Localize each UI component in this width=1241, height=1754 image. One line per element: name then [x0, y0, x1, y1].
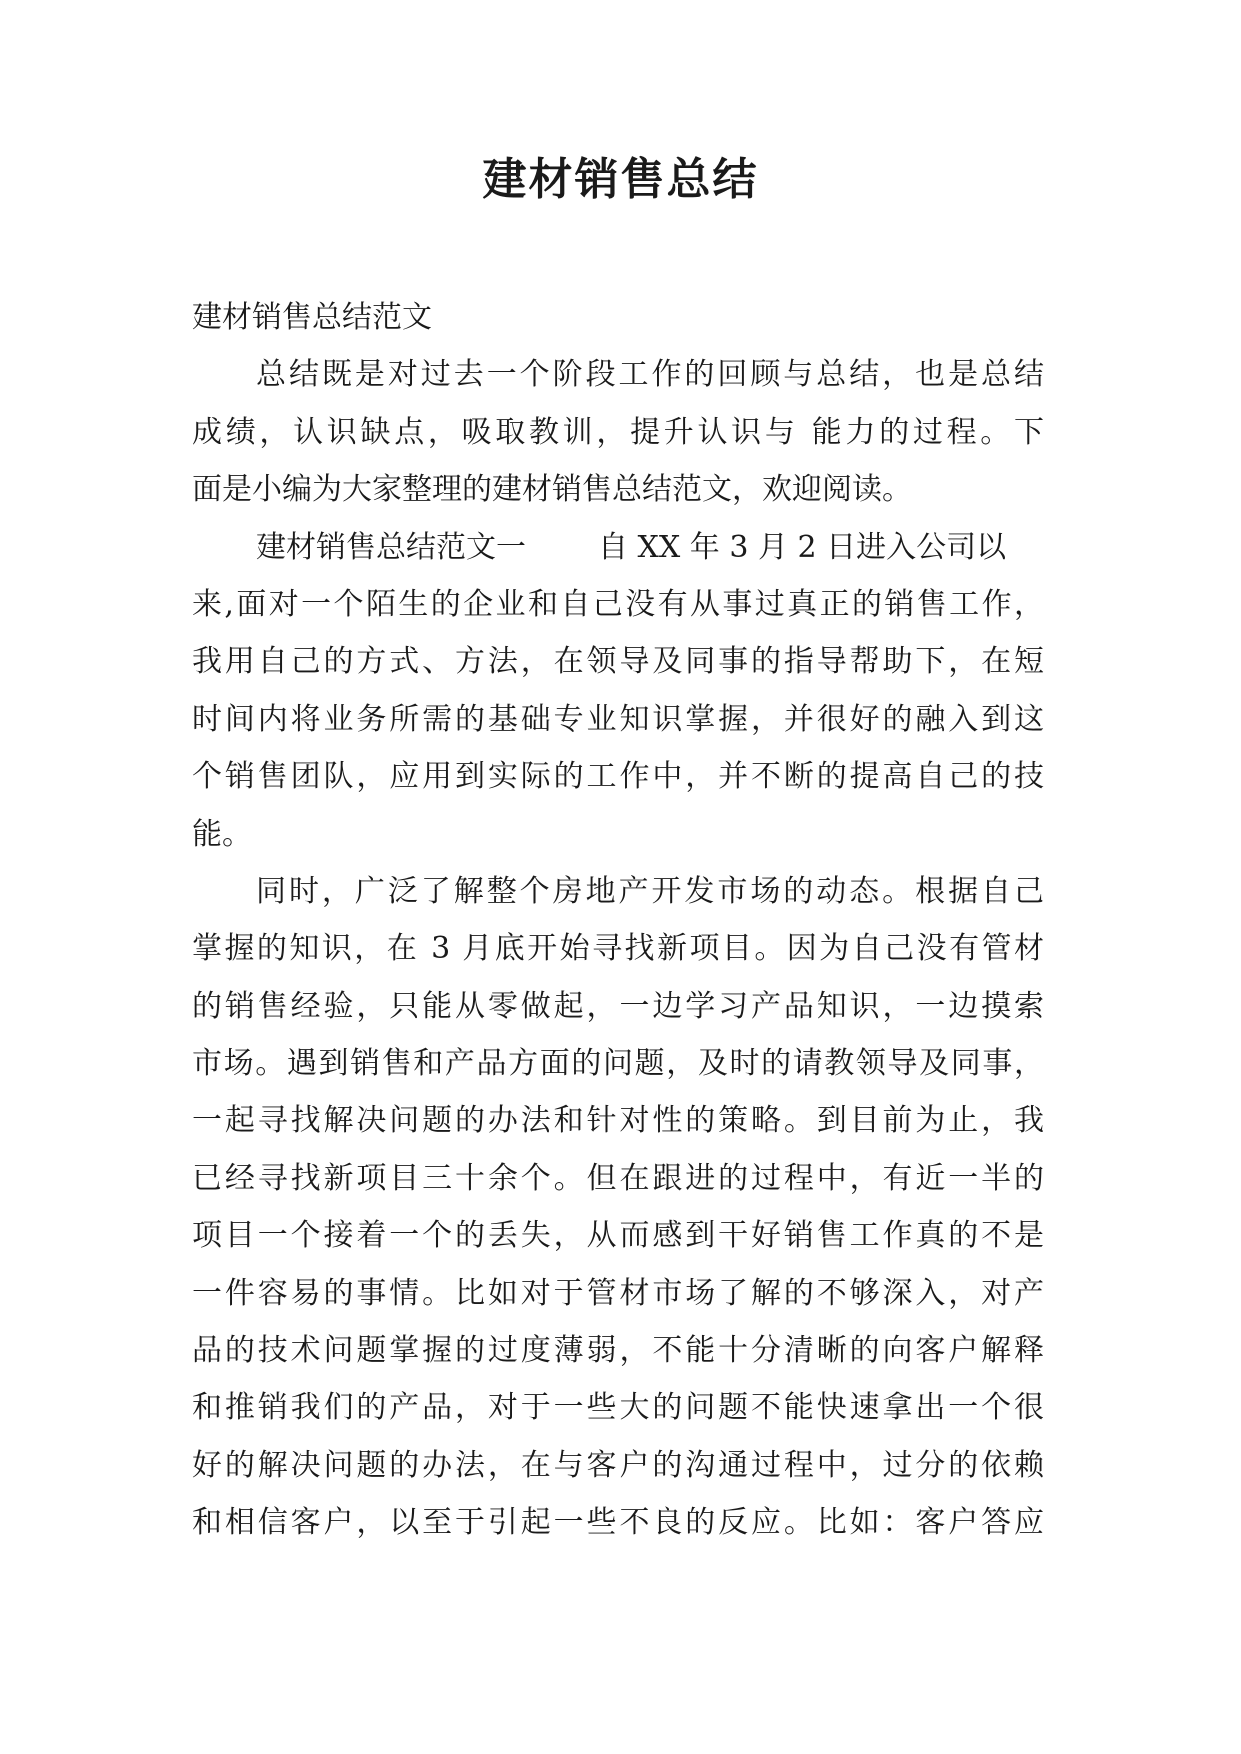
paragraph-line: 来,面对一个陌生的企业和自己没有从事过真正的销售工作， — [192, 586, 1044, 622]
paragraph-two — [192, 863, 1044, 1552]
paragraph-line: 品的技术问题掌握的过度薄弱，不能十分清晰的向客户解释 — [192, 1333, 1044, 1369]
paragraph-line: 一起寻找解决问题的办法和针对性的策略。到目前为止，我 — [192, 1103, 1044, 1139]
document-subtitle: 建材销售总结范文 — [192, 300, 432, 335]
paragraph-line: 同时，广泛了解整个房地产开发市场的动态。根据自己 — [256, 873, 1044, 909]
document-title: 建材销售总结 — [482, 154, 759, 205]
paragraph-line: 面是小编为大家整理的建材销售总结范文，欢迎阅读。 — [192, 472, 912, 508]
paragraph-line: 能。 — [192, 816, 252, 852]
paragraph-text: 自 XX 年 3 月 2 日进入公司以 — [598, 529, 1007, 565]
paragraph-line: 我用自己的方式、方法，在领导及同事的指导帮助下，在短 — [192, 644, 1044, 680]
paragraph-line — [192, 519, 1044, 576]
paragraph-line: 总结既是对过去一个阶段工作的回顾与总结，也是总结 — [256, 357, 1044, 393]
intro-paragraph — [192, 346, 1044, 518]
paragraph-line: 已经寻找新项目三十余个。但在跟进的过程中，有近一半的 — [192, 1160, 1044, 1196]
paragraph-line: 掌握的知识，在 3 月底开始寻找新项目。因为自己没有管材 — [192, 931, 1044, 967]
paragraph-line: 项目一个接着一个的丢失，从而感到干好销售工作真的不是 — [192, 1218, 1044, 1254]
paragraph-line: 个销售团队，应用到实际的工作中，并不断的提高自己的技 — [192, 759, 1044, 795]
section-one-paragraph — [192, 519, 1044, 863]
section-heading: 建材销售总结范文一 — [256, 529, 526, 565]
paragraph-line: 时间内将业务所需的基础专业知识掌握，并很好的融入到这 — [192, 701, 1044, 737]
paragraph-line: 的销售经验，只能从零做起，一边学习产品知识，一边摸索 — [192, 988, 1044, 1024]
paragraph-line: 和推销我们的产品，对于一些大的问题不能快速拿出一个很 — [192, 1390, 1044, 1426]
paragraph-line: 好的解决问题的办法，在与客户的沟通过程中，过分的依赖 — [192, 1447, 1044, 1483]
paragraph-line: 和相信客户，以至于引起一些不良的反应。比如：客户答应 — [192, 1505, 1044, 1541]
document-body — [192, 289, 1044, 1552]
paragraph-line: 成绩，认识缺点，吸取教训，提升认识与 能力的过程。下 — [192, 414, 1044, 450]
paragraph-line: 市场。遇到销售和产品方面的问题，及时的请教领导及同事， — [192, 1046, 1044, 1082]
paragraph-line: 一件容易的事情。比如对于管材市场了解的不够深入，对产 — [192, 1275, 1044, 1311]
